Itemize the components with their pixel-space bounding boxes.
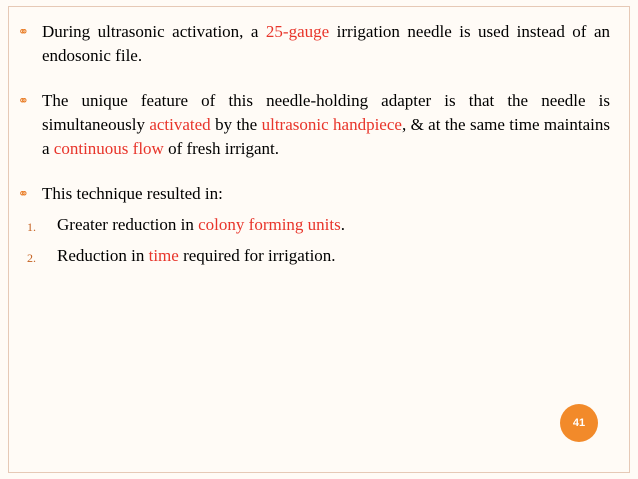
orange-ring-bullet-icon: ⚭ [18,25,29,40]
highlight-ultrasonic-handpiece: ultrasonic handpiece [261,115,402,134]
highlight-activated: activated [149,115,211,134]
list-number: 1. [27,220,36,234]
highlight-continuous-flow: continuous flow [53,139,164,158]
bullet-item [0,89,610,161]
page-number-badge: 41 [560,404,598,442]
highlight-time: time [148,246,179,265]
numbered-text: . [340,215,345,234]
orange-ring-bullet-icon: ⚭ [18,187,29,202]
list-number: 2. [27,251,36,265]
bullet-text: This technique resulted in: [42,184,223,203]
bullet-text: The unique feature of this needle-holding adapter is that the needle is simultaneously [42,91,610,134]
numbered-text: Reduction in [57,246,149,265]
bullet-text: by the [210,115,262,134]
highlight-colony-forming-units: colony forming units [198,215,341,234]
bullet-text: of fresh irrigant. [163,139,280,158]
bullet-item [0,182,610,206]
highlight-needle-gauge: 25-gauge [265,22,330,41]
slide-content [0,20,610,275]
bullet-item [0,20,610,68]
numbered-item [0,244,610,268]
bullet-text: irrigation needle is used instead of an endosonic file. [42,22,610,65]
numbered-text: required for irrigation. [178,246,336,265]
orange-ring-bullet-icon: ⚭ [18,94,29,109]
bullet-text: , & at the same time maintains a [42,115,610,158]
numbered-item [0,213,610,237]
bullet-text: During ultrasonic activation, a [42,22,266,41]
numbered-text: Greater reduction in [57,215,199,234]
